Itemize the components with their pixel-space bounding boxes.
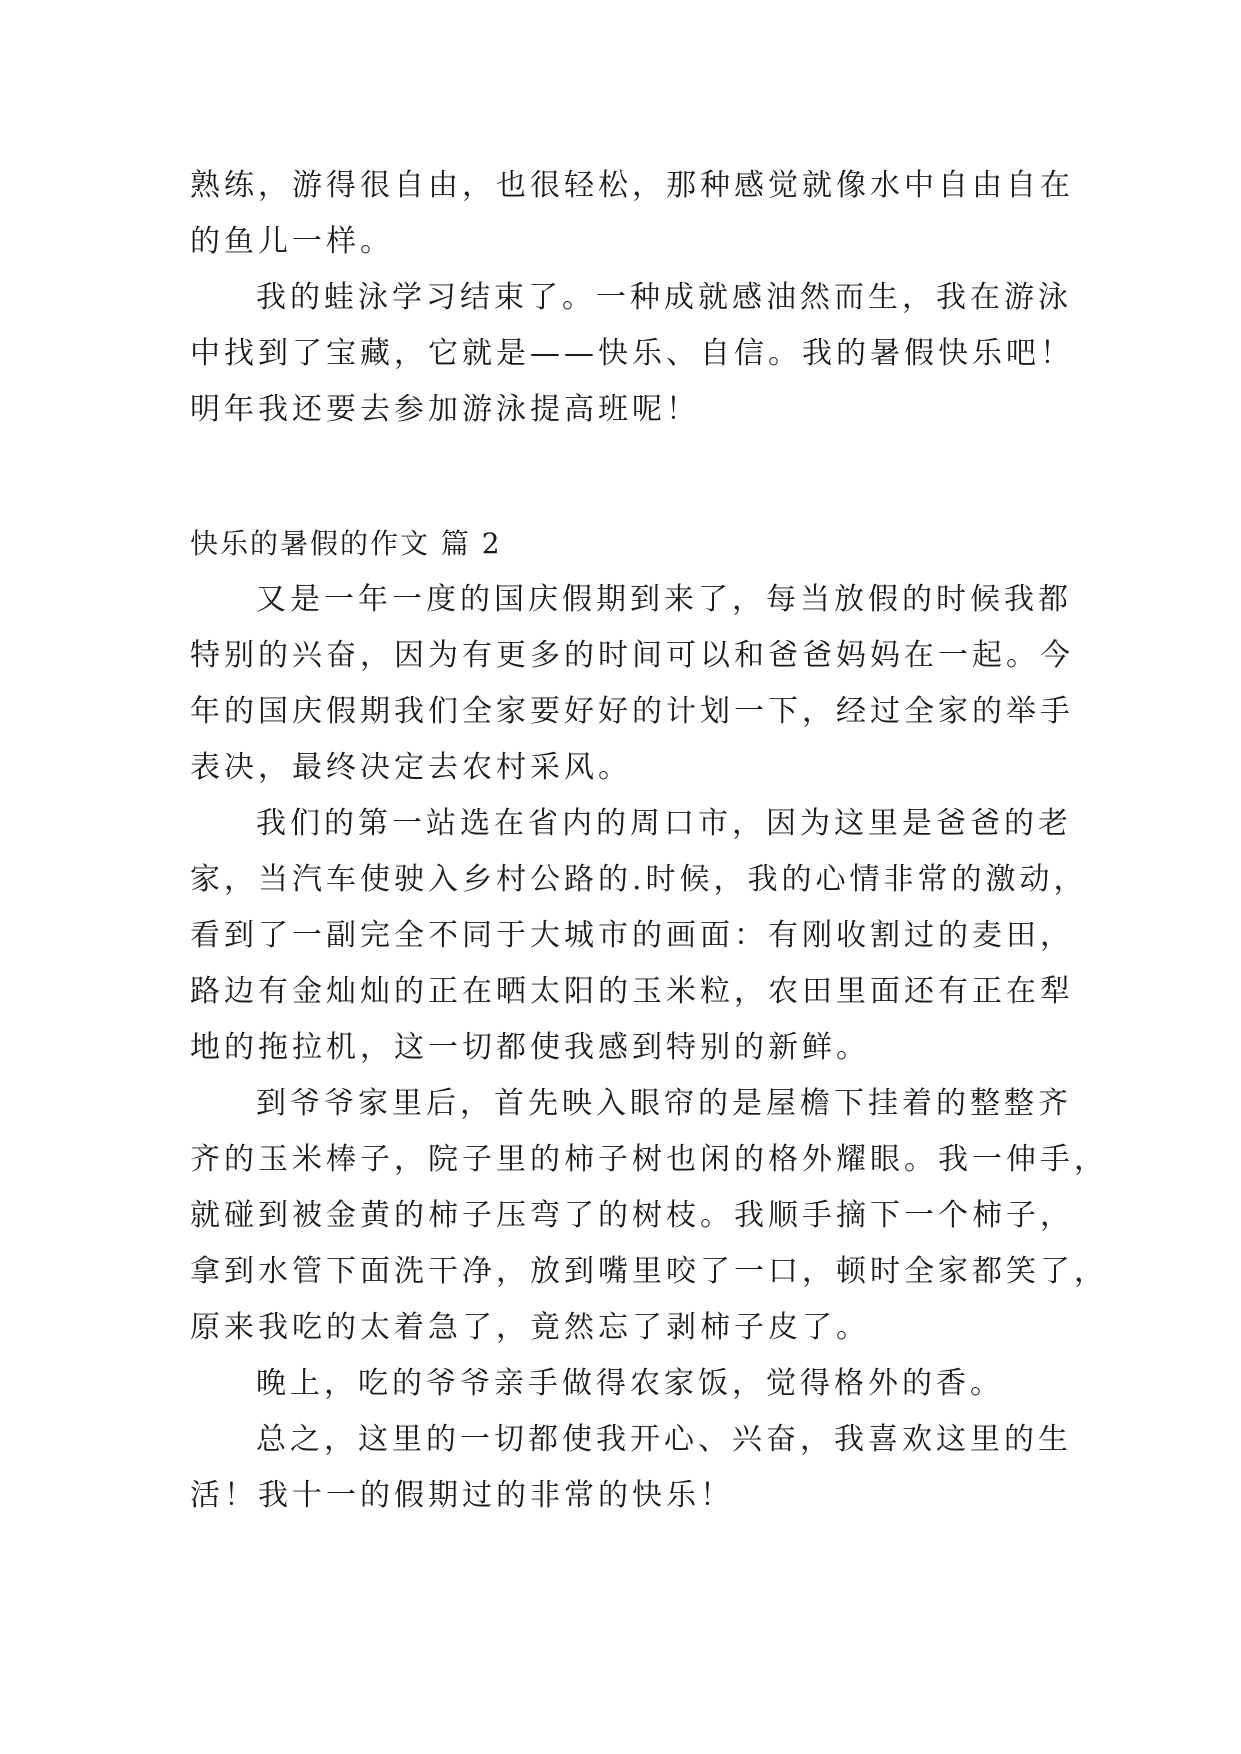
paragraph-line: 又是一年一度的国庆假期到来了，每当放假的时候我都 xyxy=(256,582,1072,617)
paragraph-line: 就碰到被金黄的柿子压弯了的树枝。我顺手摘下一个柿子， xyxy=(190,1198,1074,1233)
essay-section-1 xyxy=(190,158,1074,438)
paragraph-line: 看到了一副完全不同于大城市的画面：有刚收割过的麦田， xyxy=(190,918,1074,953)
paragraph-line: 中找到了宝藏，它就是——快乐、自信。我的暑假快乐吧！ xyxy=(190,336,1074,371)
paragraph-line: 总之，这里的一切都使我开心、兴奋，我喜欢这里的生 xyxy=(256,1422,1072,1457)
paragraph-line: 活！我十一的假期过的非常的快乐！ xyxy=(190,1478,734,1513)
paragraph-line: 到爷爷家里后，首先映入眼帘的是屋檐下挂着的整整齐 xyxy=(256,1086,1072,1121)
paragraph-line: 我的蛙泳学习结束了。一种成就感油然而生，我在游泳 xyxy=(256,280,1072,315)
paragraph-line: 表决，最终决定去农村采风。 xyxy=(190,750,632,785)
paragraph-line: 我们的第一站选在省内的周口市，因为这里是爸爸的老 xyxy=(256,806,1072,841)
paragraph-line: 家，当汽车使驶入乡村公路的.时候，我的心情非常的激动， xyxy=(190,862,1088,897)
paragraph-line: 年的国庆假期我们全家要好好的计划一下，经过全家的举手 xyxy=(190,694,1074,729)
paragraph-line: 地的拖拉机，这一切都使我感到特别的新鲜。 xyxy=(190,1030,870,1065)
paragraph-line: 齐的玉米棒子，院子里的柿子树也闲的格外耀眼。我一伸手， xyxy=(190,1142,1108,1177)
essay-title: 快乐的暑假的作文 篇 2 xyxy=(190,527,502,560)
paragraph-line: 明年我还要去参加游泳提高班呢！ xyxy=(190,392,700,427)
document-page xyxy=(190,158,1108,1524)
paragraph-line: 的鱼儿一样。 xyxy=(190,224,394,259)
section-gap xyxy=(190,438,1052,516)
paragraph-line: 特别的兴奋，因为有更多的时间可以和爸爸妈妈在一起。今 xyxy=(190,638,1074,673)
paragraph-line: 原来我吃的太着急了，竟然忘了剥柿子皮了。 xyxy=(190,1310,870,1345)
paragraph-line: 晚上，吃的爷爷亲手做得农家饭，觉得格外的香。 xyxy=(256,1366,1004,1401)
paragraph-line: 路边有金灿灿的正在晒太阳的玉米粒，农田里面还有正在犁 xyxy=(190,974,1074,1009)
paragraph-line: 拿到水管下面洗干净，放到嘴里咬了一口，顿时全家都笑了， xyxy=(190,1254,1108,1289)
essay-section-2 xyxy=(190,516,1108,1524)
paragraph-line: 熟练，游得很自由，也很轻松，那种感觉就像水中自由自在 xyxy=(190,168,1074,203)
